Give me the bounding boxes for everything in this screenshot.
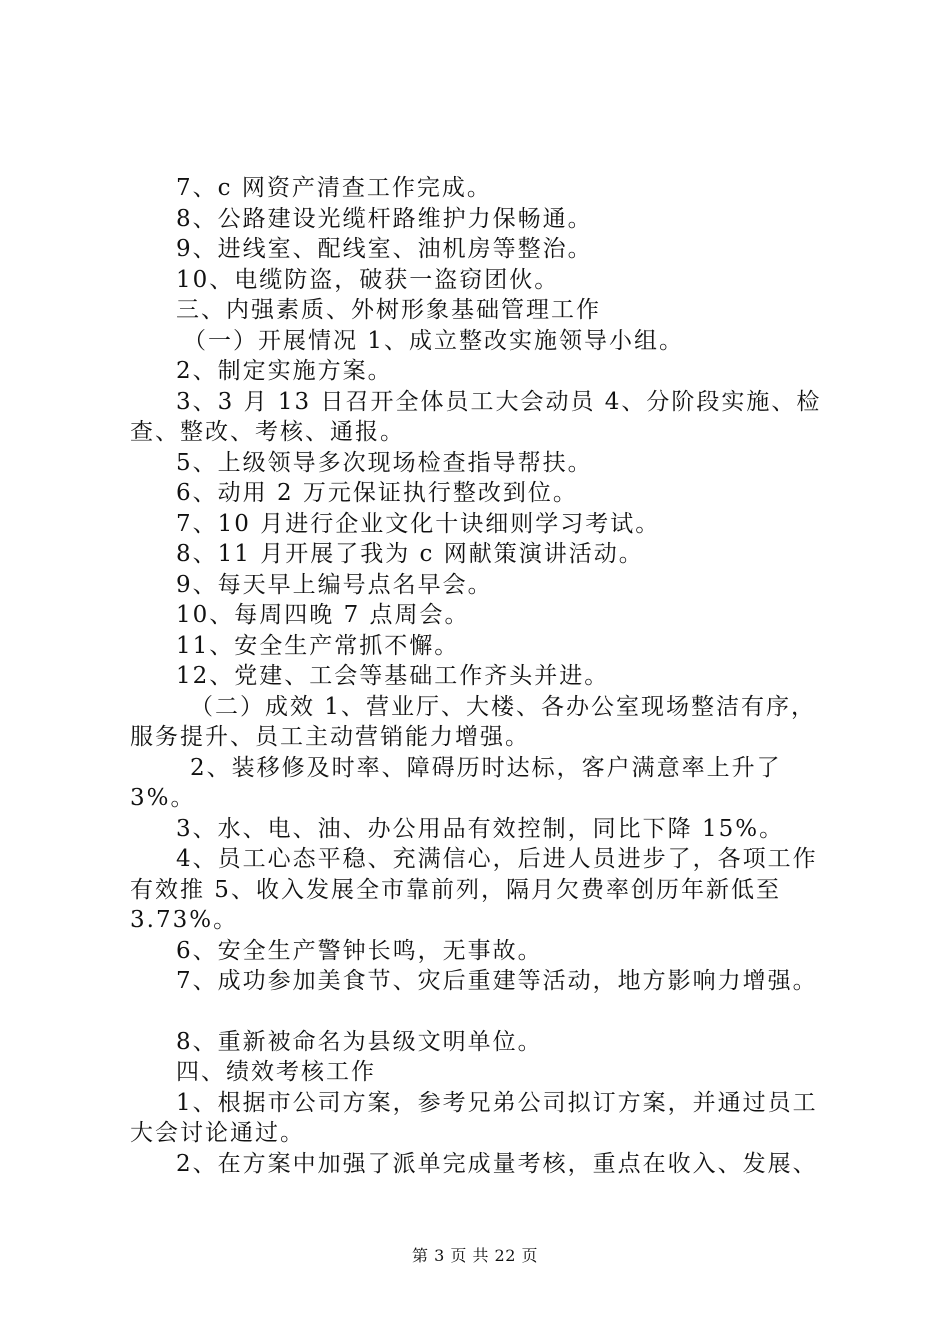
paragraph: 6、安全生产警钟长鸣，无事故。 — [176, 937, 543, 964]
paragraph: 10、电缆防盗，破获一盗窃团伙。 — [176, 266, 560, 293]
paragraph: 6、动用 2 万元保证执行整改到位。 — [176, 480, 578, 506]
paragraph: 5、上级领导多次现场检查指导帮扶。 — [176, 449, 593, 476]
paragraph: 12、党建、工会等基础工作齐头并进。 — [176, 663, 610, 689]
paragraph: 7、成功参加美食节、灾后重建等活动，地方影响力增强。 — [176, 968, 818, 994]
paragraph: 4、员工心态平稳、充满信心，后进人员进步了，各项工作有效推 5、收入发展全市靠前列，隔月欠费率创历年新低至 3.73%。 — [130, 846, 818, 933]
paragraph: 7、c 网资产清查工作完成。 — [176, 175, 492, 201]
page-footer: 第 3 页 共 22 页 — [412, 1246, 538, 1265]
paragraph: 11、安全生产常抓不懈。 — [176, 632, 460, 659]
paragraph: 2、在方案中加强了派单完成量考核，重点在收入、发展、 — [176, 1150, 818, 1177]
section-heading: 四、绩效考核工作 — [176, 1059, 376, 1085]
paragraph: 9、每天早上编号点名早会。 — [176, 571, 493, 598]
section-heading: 三、内强素质、外树形象基础管理工作 — [176, 297, 601, 323]
paragraph: 1、根据市公司方案，参考兄弟公司拟订方案，并通过员工大会讨论通过。 — [130, 1089, 818, 1146]
paragraph: 8、公路建设光缆杆路维护力保畅通。 — [176, 205, 593, 232]
paragraph: 2、装移修及时率、障碍历时达标，客户满意率上升了 3%。 — [130, 754, 782, 811]
paragraph: 7、10 月进行企业文化十诀细则学习考试。 — [176, 510, 661, 537]
paragraph: 10、每周四晚 7 点周会。 — [176, 602, 470, 628]
paragraph: 9、进线室、配线室、油机房等整治。 — [176, 236, 593, 262]
paragraph: 8、11 月开展了我为 c 网献策演讲活动。 — [176, 541, 644, 567]
document-body — [130, 173, 835, 1179]
paragraph: （二）成效 1、营业厅、大楼、各办公室现场整洁有序，服务提升、员工主动营销能力增强。 — [130, 693, 816, 750]
paragraph: 8、重新被命名为县级文明单位。 — [176, 1028, 543, 1055]
paragraph: 3、水、电、油、办公用品有效控制，同比下降 15%。 — [176, 815, 785, 842]
paragraph: （一）开展情况 1、成立整改实施领导小组。 — [183, 327, 684, 354]
paragraph: 2、制定实施方案。 — [176, 358, 393, 384]
paragraph: 3、3 月 13 日召开全体员工大会动员 4、分阶段实施、检查、整改、考核、通报。 — [130, 388, 822, 445]
